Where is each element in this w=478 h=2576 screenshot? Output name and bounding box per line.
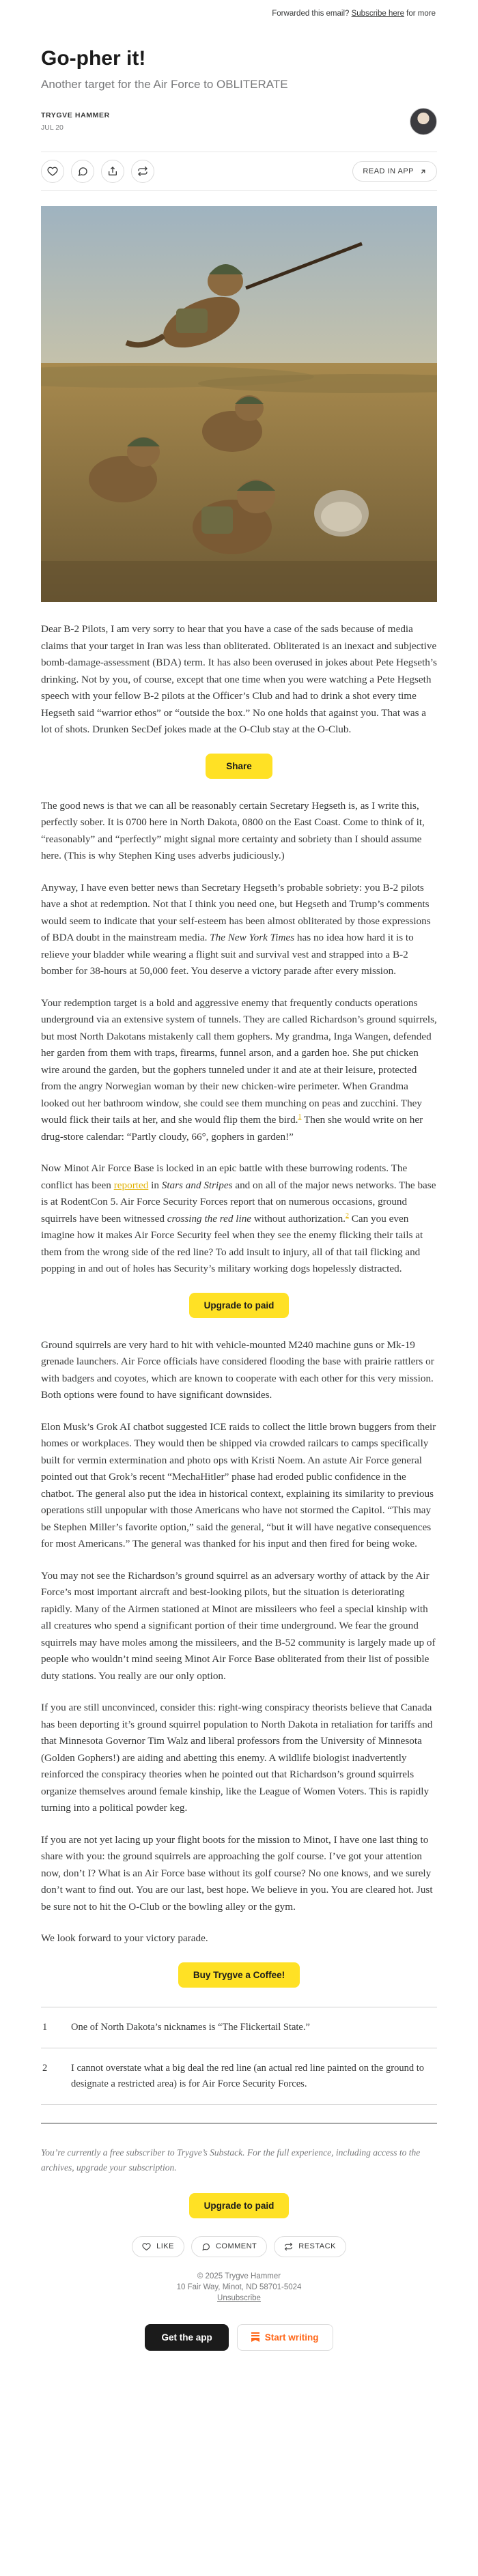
- stars-stripes-title: Stars and Stripes: [161, 1179, 233, 1191]
- comment-button[interactable]: [71, 160, 94, 183]
- author-avatar[interactable]: [410, 108, 437, 135]
- footnote-2: [41, 2048, 437, 2105]
- paragraph-golf: If you are not yet lacing up your flight boots for the mission to Minot, I have one last thing to share with you: the ground squirrels are approaching the golf course. I’ve got your attention now, don’t I? What is an Air Force base without its golf course? No one knows, and we surely don’t want to find out. You are our last, best hope. We believe in you. You are cleared hot. Just be sure not to hit the O-Club or the bowling alley or the gym.: [41, 1833, 433, 1913]
- read-in-app-label: READ IN APP: [363, 167, 414, 175]
- footnote-text: I cannot overstate what a big deal the red line (an actual red line painted on the ground to designate a restricted area) is for Air Force Security Forces.: [71, 2062, 424, 2089]
- upgrade-button-2-wrap: [41, 2193, 437, 2218]
- target-text-a: Your redemption target is a bold and aggressive enemy that frequently conducts operations underground via an extensive system of tunnels. They are called Richardson’s ground squirrels, but most North Dakotans mistakenly call them gophers. My grandma, Inga Wangen, defended her garden from them with traps, firearms, funnel arson, and a garden hoe. She put chicken wire around the garden, but the gophers tunneled under it and ate at their leisure, protected from the angry Norwegian woman by their new chicken-wire perimeter. When Grandma looked out her bathroom window, she could see them munching on peas and zucchini. They would flick their tails at her, and she would flip them the bird.: [41, 997, 437, 1126]
- share-button-wrap: [41, 754, 437, 779]
- comment-icon: [201, 2242, 210, 2251]
- target-text-b: Then she would write on her drug-store calendar: “Partly cloudy, 66°, gophers in garden!”: [41, 1114, 423, 1143]
- unsubscribe-link[interactable]: Unsubscribe: [217, 2293, 261, 2302]
- restack-icon: [137, 166, 148, 177]
- like-label: LIKE: [156, 2242, 174, 2250]
- paragraph-grok: Elon Musk’s Grok AI chatbot suggested ICE raids to collect the little brown buggers from their homes or workplaces. They would then be shipped via crowded railcars to camps specifically built for vermin extermination and photo ops with Kristi Noem. An astute Air Force general pointed out that Grok’s recent “MechaHitler” phase had eroded public confidence in the chatbot. The general also put the idea in historical context, explaining its similarity to previous operations still unpopular with those Americans who have not stormed the Capitol. “This may be Stephen Miller’s favorite option,” said the general, “but it will have negative consequences for most Americans.” The general was thanked for his input and then fired for being woke.: [41, 1420, 436, 1549]
- substack-logo-icon: [251, 2332, 259, 2342]
- paragraph-weapons: Ground squirrels are very hard to hit with vehicle-mounted M240 machine guns or Mk-19 grenade launchers. Air Force officials have considered flooding the base with prairie rattlers or with badgers and coyotes, which are known to cooperate with each other for this very mission. Both options were found to have significant downsides.: [41, 1339, 434, 1401]
- upgrade-button-wrap: [41, 1293, 437, 1318]
- share-button[interactable]: Share: [206, 754, 272, 779]
- minot-text-b: in: [151, 1179, 159, 1191]
- start-writing-button[interactable]: [237, 2324, 333, 2351]
- author-name[interactable]: TRYGVE HAMMER: [41, 111, 110, 119]
- hero-image[interactable]: [41, 206, 437, 602]
- restack-label: RESTACK: [298, 2242, 336, 2250]
- comment-pill-button[interactable]: [191, 2236, 267, 2257]
- minot-text-e: Can you even imagine how it makes Air Force Security feel when they see the enemy flicking their tails at them from the wrong side of the red line? To add insult to injury, all of that tail flicking and popping in and out of holes has Security’s military working dogs hopelessly distracted.: [41, 1212, 423, 1274]
- upgrade-button-footer[interactable]: Upgrade to paid: [189, 2193, 290, 2218]
- coffee-button-wrap: [41, 1962, 437, 1988]
- paragraph-intro: Dear B-2 Pilots, I am very sorry to hear that you have a case of the sads because of media claims that your target in Iran was less than obliterated. Obliterated is an inexact and subjective bomb-damage-assessment (BDA) term. It has also been overused in jokes about Pete Hegseth’s drinking. Not by you, of course, except that one time when you were watching a Pete Hegseth speech with your fellow B-2 pilots at the Officer’s Club and had to drink a shot every time Hegseth said “warrior ethos” or “outside the box.” No one holds that against you. That was a lot of shots. Drunken SecDef jokes made at the O-Club stay at the O-Club.: [41, 623, 437, 735]
- restack-button[interactable]: [131, 160, 154, 183]
- app-cta-row: [41, 2324, 437, 2351]
- paragraph-conspiracy: If you are still unconvinced, consider this: right-wing conspiracy theorists believe that Canada has been deporting it’s ground squirrel population to North Dakota in retaliation for tariffs and that Minnesota Governor Tim Walz and liberal professors from the University of Minnesota (Golden Gophers!) are aiding and abetting this enemy. A wildlife biologist inadvertently reinforced the conspiracy theories when he pointed out that Richardson’s ground squirrels organize themselves around female kinship, like the League of Women Voters. This is rapidly turning into a political powder keg.: [41, 1702, 433, 1814]
- email-footer: [41, 2271, 437, 2304]
- heart-icon: [142, 2242, 151, 2251]
- buy-coffee-button[interactable]: Buy Trygve a Coffee!: [178, 1962, 300, 1988]
- king-aside: (This is why Stephen King uses adverbs judiciously.): [64, 850, 285, 861]
- footnote-1: [41, 2007, 437, 2048]
- footnote-ref-2[interactable]: 2: [345, 1212, 349, 1220]
- forward-banner: [0, 0, 478, 27]
- paragraph-parade: We look forward to your victory parade.: [41, 1932, 208, 1944]
- read-in-app-button[interactable]: [352, 161, 437, 182]
- address-text: 10 Fair Way, Minot, ND 58701-5024: [176, 2282, 302, 2291]
- post-body-continued: [41, 798, 437, 1278]
- paragraph-minot: [41, 1160, 437, 1278]
- for-more-text: for more: [406, 10, 436, 18]
- post-title[interactable]: Go-pher it!: [41, 47, 146, 70]
- subscriber-note: You’re currently a free subscriber to Trygve’s Substack. For the full experience, including access to the archives, upgrade your subscription.: [41, 2123, 437, 2175]
- post-body-late: [41, 1337, 437, 1947]
- red-line-phrase: crossing the red line: [167, 1212, 252, 1225]
- action-buttons: [41, 160, 154, 183]
- nyt-title: The New York Times: [210, 932, 295, 943]
- heart-icon: [47, 166, 58, 177]
- footnote-ref-1[interactable]: 1: [298, 1113, 302, 1121]
- share-button-icon[interactable]: [101, 160, 124, 183]
- paragraph-adversary: You may not see the Richardson’s ground squirrel as an adversary worthy of attack by the Air Force’s most important aircraft and best-looking pilots, but the situation is deteriorating rapidly. Many of the Airmen stationed at Minot are missileers who feel a special kinship with all creatures who spend a significant portion of their time underground. We fear the ground squirrels may have moles among the missileers, and the B-52 community is largely made up of people who wouldn’t mind seeing Minot Air Force Base obliterated from their list of possible duty stations. You really are our only option.: [41, 1569, 436, 1682]
- paragraph-good-news: [41, 798, 437, 865]
- minot-text-d: without authorization.: [253, 1212, 346, 1225]
- good-news-text: The good news is that we can all be reasonably certain Secretary Hegseth is, as I write this, perfectly sober. It is 0700 here in North Dakota, 0800 on the East Coast. Come to think of it, “reasonably” and “perfectly” might signal more certainty and sobriety than I should assume here.: [41, 799, 425, 861]
- restack-icon: [284, 2242, 293, 2251]
- footnote-text: One of North Dakota’s nicknames is “The Flickertail State.”: [71, 2021, 310, 2033]
- comment-label: COMMENT: [215, 2242, 257, 2250]
- post-actions-bar: [41, 152, 437, 191]
- upgrade-button[interactable]: Upgrade to paid: [189, 1293, 290, 1318]
- subscribe-link[interactable]: Subscribe here: [351, 10, 404, 18]
- comment-icon: [77, 166, 88, 177]
- forwarded-text: Forwarded this email?: [272, 10, 350, 18]
- post-body: [41, 621, 437, 739]
- post-date: JUL 20: [41, 124, 64, 132]
- bottom-spacer: [41, 2351, 437, 2378]
- minot-text-a: Now Minot Air Force Base is locked in an epic battle with these burrowing rodents. The conflict has been: [41, 1162, 408, 1191]
- like-button[interactable]: [41, 160, 64, 183]
- get-app-button[interactable]: Get the app: [145, 2324, 228, 2351]
- byline-text: [41, 111, 110, 132]
- restack-pill-button[interactable]: [274, 2236, 346, 2257]
- redemption-text-b: has no idea how hard it is to relieve your bladder while wearing a flight suit and survival vest and strapped into a B-2 bomber for 38-hours at 50,000 feet. You deserve a victory parade after every mission.: [41, 932, 414, 977]
- share-icon: [107, 166, 118, 177]
- external-arrow-icon: [419, 168, 427, 175]
- paragraph-target: [41, 995, 437, 1146]
- minot-text-c: and on all of the major news networks. The base is at RodentCon 5. Air Force Security Forces report that on numerous occasions, ground squirrels have been witnessed: [41, 1179, 436, 1225]
- reported-link[interactable]: reported: [113, 1179, 149, 1191]
- footnote-number[interactable]: 1: [42, 2021, 48, 2033]
- start-writing-label: Start writing: [264, 2332, 319, 2343]
- paragraph-redemption: [41, 880, 437, 980]
- post-subtitle: Another target for the Air Force to OBLITERATE: [41, 78, 288, 91]
- byline: [41, 108, 437, 135]
- post-content: [41, 46, 437, 2378]
- copyright-text: © 2025 Trygve Hammer: [197, 2272, 281, 2280]
- footnote-number[interactable]: 2: [42, 2062, 48, 2074]
- redemption-text-a: Anyway, I have even better news than Secretary Hegseth’s probable sobriety: you B-2 pilots have a shot at redemption. Not that I think you need one, but Hegseth and Trump’s comments would seem to indicate that your self-esteem has been almost obliterated by those expressions of BDA doubt in the mainstream media.: [41, 881, 431, 943]
- like-pill-button[interactable]: [132, 2236, 184, 2257]
- social-actions: [41, 2236, 437, 2257]
